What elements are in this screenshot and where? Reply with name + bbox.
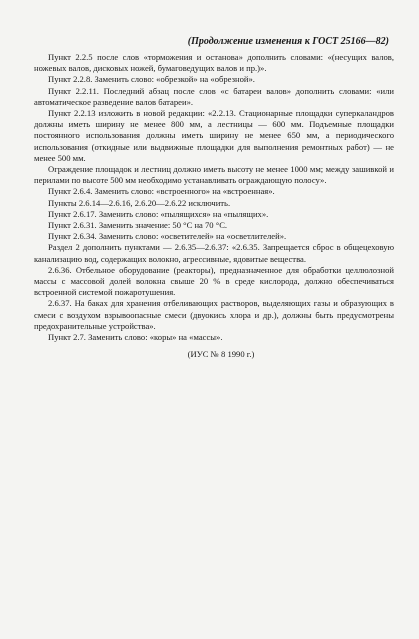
paragraph: Ограждение площадок и лестниц должно иметь высоту не менее 1000 мм; между зашивкой и перилами по высоте 500 мм необходимо устанавливать ограждающую полосу». — [34, 164, 394, 186]
paragraph: Пункт 2.6.17. Заменить слово: «пылящихся» на «пылящих». — [48, 208, 269, 219]
paragraph: Пункт 2.2.8. Заменить слово: «обрезкой» на «обрезной». — [48, 74, 255, 85]
paragraph: Пункт 2.6.34. Заменить слово: «осветителей» на «осветлителей». — [48, 231, 287, 242]
paragraph: Пункт 2.7. Заменить слово: «коры» на «массы». — [48, 332, 223, 343]
paragraph: Раздел 2 дополнить пунктами — 2.6.35—2.6.37: «2.6.35. Запрещается сброс в общецеховую канализацию вод, содержащих волокно, агрессивные, ядовитые вещества. — [34, 242, 394, 264]
paragraph: 2.6.36. Отбельное оборудование (реакторы), предназначенное для обработки целлюлозной массы с массовой долей волокна свыше 20 % в среде кислорода, должно обеспечиваться встроенной системой пожаротушения. — [34, 264, 394, 298]
source-reference: (ИУС № 8 1990 г.) — [187, 349, 255, 360]
paragraph: Пункт 2.6.4. Заменить слово: «встроенного» на «встроенная». — [48, 186, 275, 197]
paragraph: 2.6.37. На баках для хранения отбеливающих растворов, выделяющих газы и образующих в смеси с воздухом взрывоопасные смеси (двуокись хлора и др.), должны быть предусмотрены предохранительные устройства». — [34, 298, 394, 331]
paragraph: Пункт 2.2.13 изложить в новой редакции: «2.2.13. Стационарные площадки суперкаландров должны иметь ширину не менее 800 мм, а лестницы — 600 мм. Подъемные площадки постоянного использования должны иметь ширину не менее 650 мм, а периодического использования (откидные или выдвижные площадки для выполнения ремонтных работ) — не менее 500 мм. — [34, 108, 394, 163]
page-header: (Продолжение изменения к ГОСТ 25166—82) — [187, 36, 389, 47]
paragraph: Пункты 2.6.14—2.6.16, 2.6.20—2.6.22 исключить. — [48, 197, 231, 208]
paragraph: Пункт 2.6.31. Заменить значение: 50 °С на 70 °С. — [48, 220, 228, 231]
document-body — [34, 52, 394, 360]
paragraph: Пункт 2.2.5 после слов «торможения и останова» дополнить словами: «(несущих валов, ножевых валов, дисковых ножей, бумаговедущих валов и пр.)». — [34, 52, 394, 74]
paragraph: Пункт 2.2.11. Последний абзац после слов «с батареи валов» дополнить словами: «или автоматическое разведение валов батареи». — [34, 85, 394, 107]
